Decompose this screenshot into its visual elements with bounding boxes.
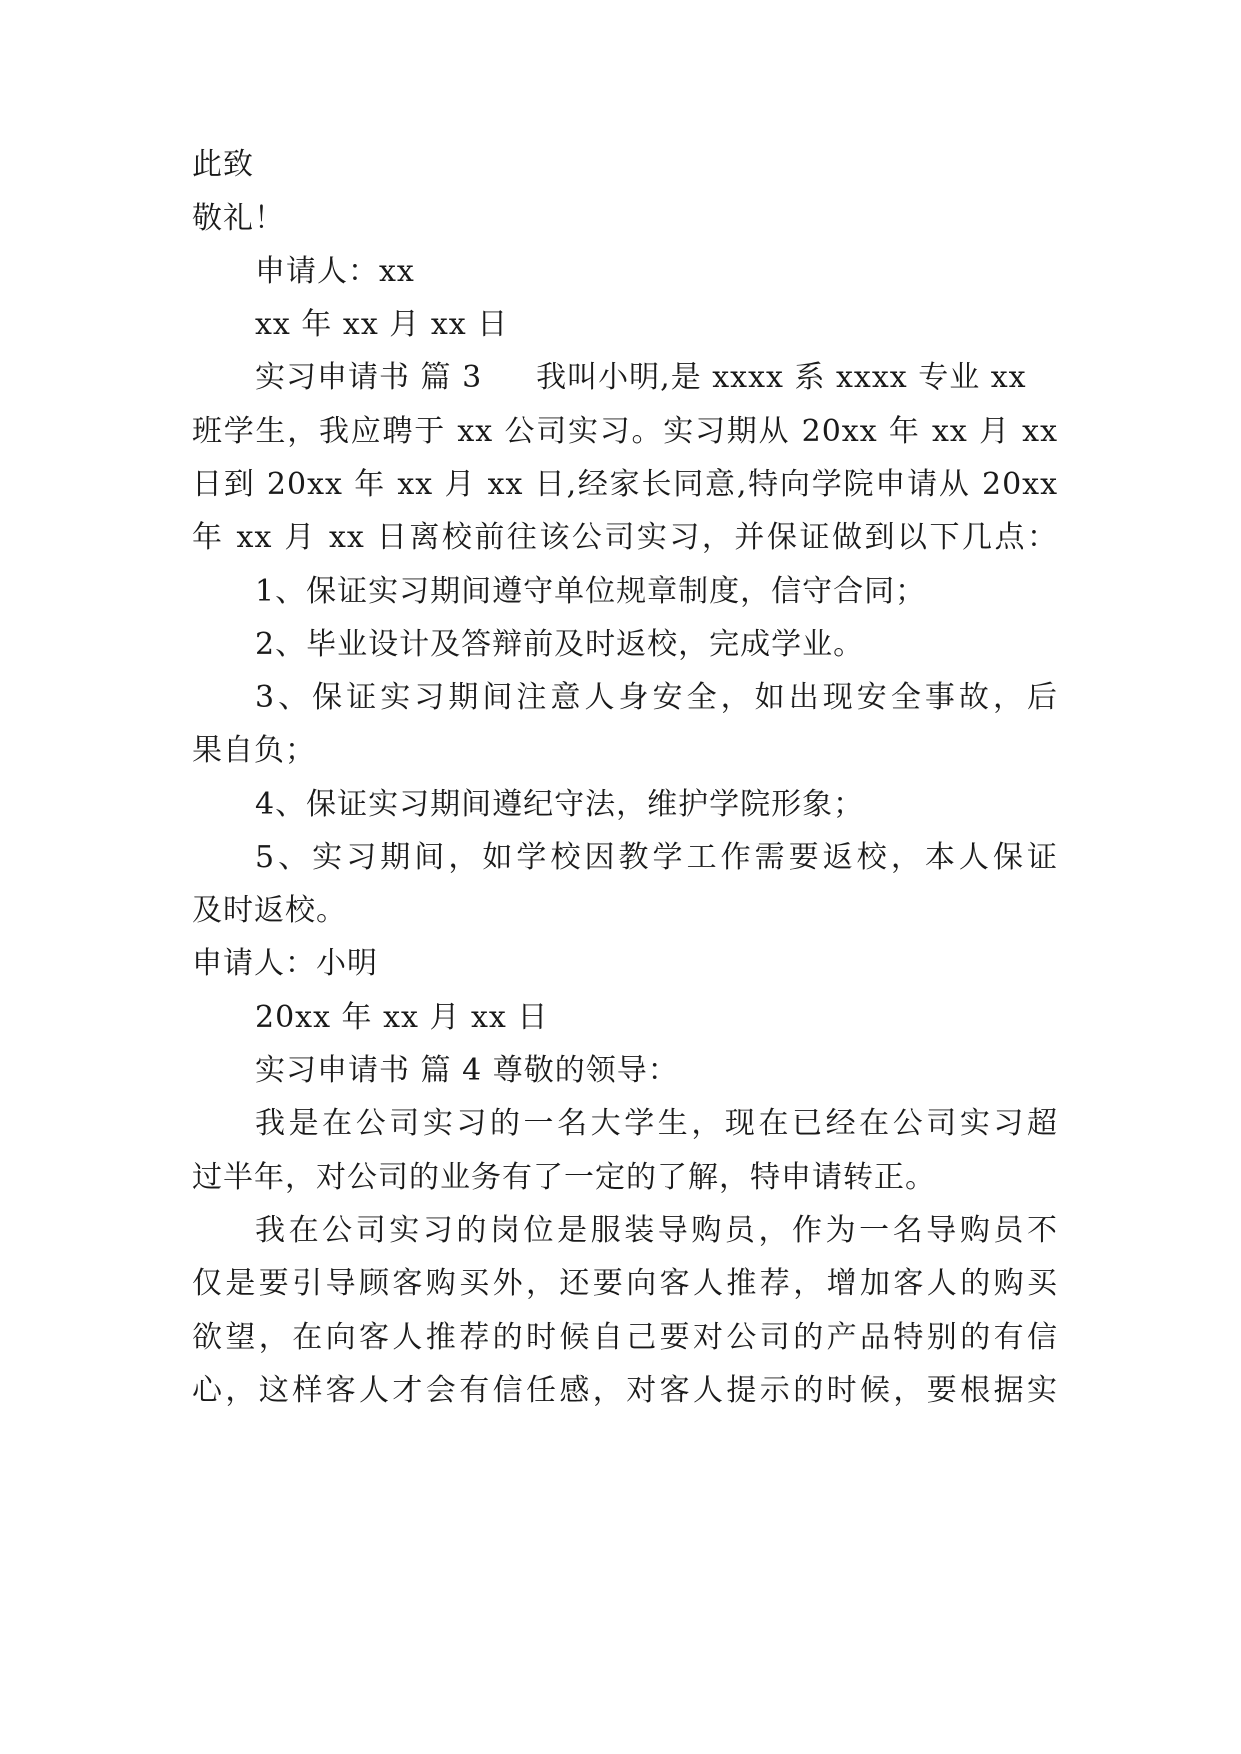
section4-paragraph-1-line-1: 我是在公司实习的一名大学生，现在已经在公司实习超 xyxy=(255,1106,1058,1141)
section3-intro-line-1: 我叫小明,是 xxxx 系 xxxx 专业 xx xyxy=(536,360,1027,395)
section3-point-2: 2、毕业设计及答辩前及时返校，完成学业。 xyxy=(255,627,865,662)
closing-line-2: 敬礼！ xyxy=(192,201,285,236)
section3-heading: 实习申请书 篇 3 xyxy=(255,360,483,395)
section3-point-5: 5、实习期间，如学校因教学工作需要返校，本人保证 xyxy=(255,840,1058,875)
section3-point-3-cont: 果自负； xyxy=(192,733,316,768)
section4-paragraph-2-line-3: 欲望，在向客人推荐的时候自己要对公司的产品特别的有信 xyxy=(192,1320,1058,1355)
section3-point-1: 1、保证实习期间遵守单位规章制度，信守合同； xyxy=(255,574,927,609)
section4-heading: 实习申请书 篇 4 尊敬的领导： xyxy=(255,1053,679,1088)
section4-paragraph-2-line-1: 我在公司实习的岗位是服装导购员，作为一名导购员不 xyxy=(255,1213,1058,1248)
section3-intro-line-4: 年 xx 月 xx 日离校前往该公司实习，并保证做到以下几点： xyxy=(192,520,1058,555)
applicant-line: 申请人：xx xyxy=(255,254,415,289)
section3-intro-line-2: 班学生，我应聘于 xx 公司实习。实习期从 20xx 年 xx 月 xx xyxy=(192,414,1058,449)
date-line: xx 年 xx 月 xx 日 xyxy=(255,307,509,342)
section4-paragraph-2-line-4: 心，这样客人才会有信任感，对客人提示的时候，要根据实 xyxy=(192,1373,1058,1408)
section3-point-4: 4、保证实习期间遵纪守法，维护学院形象； xyxy=(255,787,865,822)
section3-point-5-cont: 及时返校。 xyxy=(192,893,347,928)
closing-line-1: 此致 xyxy=(192,147,254,182)
section3-intro-line-3: 日到 20xx 年 xx 月 xx 日,经家长同意,特向学院申请从 20xx xyxy=(192,467,1058,502)
section4-paragraph-2-line-2: 仅是要引导顾客购买外，还要向客人推荐，增加客人的购买 xyxy=(192,1266,1058,1301)
section3-heading-row xyxy=(255,356,1058,400)
section3-point-3: 3、保证实习期间注意人身安全，如出现安全事故，后 xyxy=(255,680,1058,715)
section3-date: 20xx 年 xx 月 xx 日 xyxy=(255,1000,549,1035)
section4-paragraph-1-line-2: 过半年，对公司的业务有了一定的了解，特申请转正。 xyxy=(192,1160,936,1195)
section3-applicant: 申请人：小明 xyxy=(192,946,378,981)
